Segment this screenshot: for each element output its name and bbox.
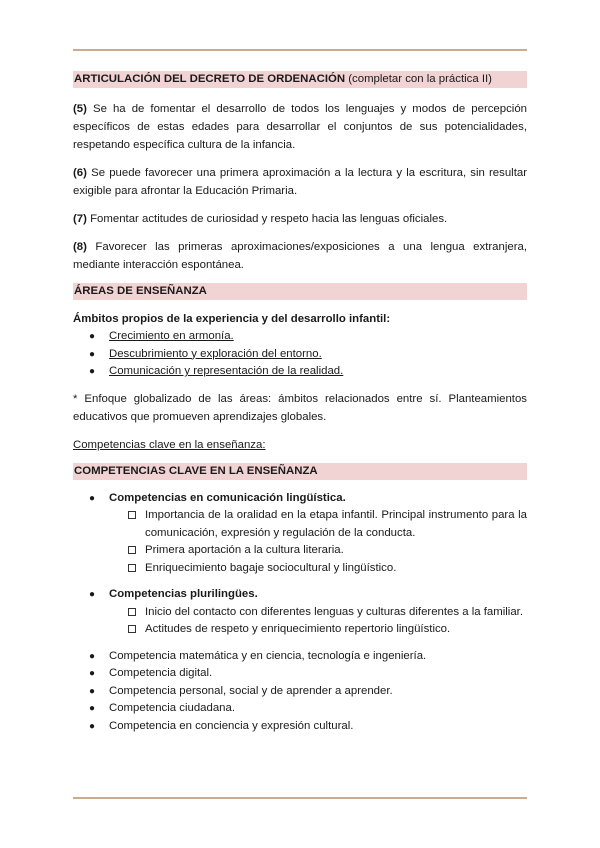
other-competencias-list (73, 648, 527, 736)
document-body (73, 71, 527, 735)
paragraph-8: (8) Favorecer las primeras aproximaciones/exposiciones a una lengua extranjera, mediante interacción espontánea. (73, 241, 527, 271)
checkbox-icon (128, 608, 136, 616)
bottom-divider (73, 797, 527, 799)
bullet-icon: ● (89, 668, 96, 679)
areas-subtitle: Ámbitos propios de la experiencia y del desarrollo infantil: (73, 313, 391, 325)
competencias-linguistica-sublist (73, 507, 527, 577)
list-item: ● Competencia ciudadana. (73, 700, 527, 718)
bullet-icon: ● (89, 492, 96, 504)
bullet-icon: ● (89, 589, 96, 600)
checkbox-icon (128, 546, 136, 554)
areas-list (73, 328, 527, 381)
bullet-icon: ● (89, 650, 96, 662)
list-item: ● Comunicación y representación de la realidad. (73, 363, 527, 381)
list-item: Importancia de la oralidad en la etapa infantil. Principal instrumento para la comunicación, expresión y regulación de la conducta. (73, 507, 527, 542)
checkbox-icon (128, 625, 136, 633)
list-item: Primera aportación a la cultura literaria. (73, 542, 527, 560)
list-item: ● Competencia en conciencia y expresión cultural. (73, 718, 527, 736)
list-item: Actitudes de respeto y enriquecimiento repertorio lingüístico. (73, 621, 527, 639)
competencias-list (73, 490, 527, 508)
list-item: ● Crecimiento en armonía. (73, 328, 527, 346)
list-item: ● Competencias plurilingües. (73, 586, 527, 604)
paragraph-6: (6) Se puede favorecer una primera aproximación a la lectura y la escritura, sin resultar exigible para afrontar la Educación Primaria. (73, 167, 527, 197)
list-item: ● Descubrimiento y exploración del entorno. (73, 346, 527, 364)
checkbox-icon (128, 564, 136, 572)
section-heading-areas: ÁREAS DE ENSEÑANZA (73, 283, 527, 300)
list-item: Enriquecimiento bagaje sociocultural y lingüístico. (73, 560, 527, 578)
top-divider (73, 49, 527, 51)
competencias-plurilingues (73, 586, 527, 604)
bullet-icon: ● (89, 720, 96, 732)
section-heading-decreto: ARTICULACIÓN DEL DECRETO DE ORDENACIÓN (completar con la práctica II) (73, 71, 527, 88)
list-item: ● Competencia digital. (73, 665, 527, 683)
paragraph-5: (5) Se ha de fomentar el desarrollo de todos los lenguajes y modos de percepción específicos de estas edades para desarrollar el conjuntos de sus potencialidades, respetando específica cultura de la infancia. (73, 103, 527, 151)
bullet-icon: ● (89, 366, 96, 377)
areas-note: * Enfoque globalizado de las áreas: ámbitos relacionados entre sí. Planteamientos educativos que promueven aprendizajes globales. (73, 392, 527, 423)
bullet-icon: ● (89, 685, 96, 697)
section-heading-competencias: COMPETENCIAS CLAVE EN LA ENSEÑANZA (73, 463, 527, 480)
competencias-link[interactable]: Competencias clave en la enseñanza: (73, 438, 266, 451)
checkbox-icon (128, 511, 136, 519)
bullet-icon: ● (89, 703, 96, 714)
bullet-icon: ● (89, 348, 96, 360)
list-item: ● Competencia matemática y en ciencia, tecnología e ingeniería. (73, 648, 527, 666)
list-item: Inicio del contacto con diferentes lenguas y culturas diferentes a la familiar. (73, 604, 527, 622)
paragraph-7: (7) Fomentar actitudes de curiosidad y respeto hacia las lenguas oficiales. (73, 213, 448, 225)
list-item: ● Competencia personal, social y de aprender a aprender. (73, 683, 527, 701)
list-item: ● Competencias en comunicación lingüística. (73, 490, 527, 508)
bullet-icon: ● (89, 331, 96, 342)
competencias-plurilingues-sublist (73, 604, 527, 639)
